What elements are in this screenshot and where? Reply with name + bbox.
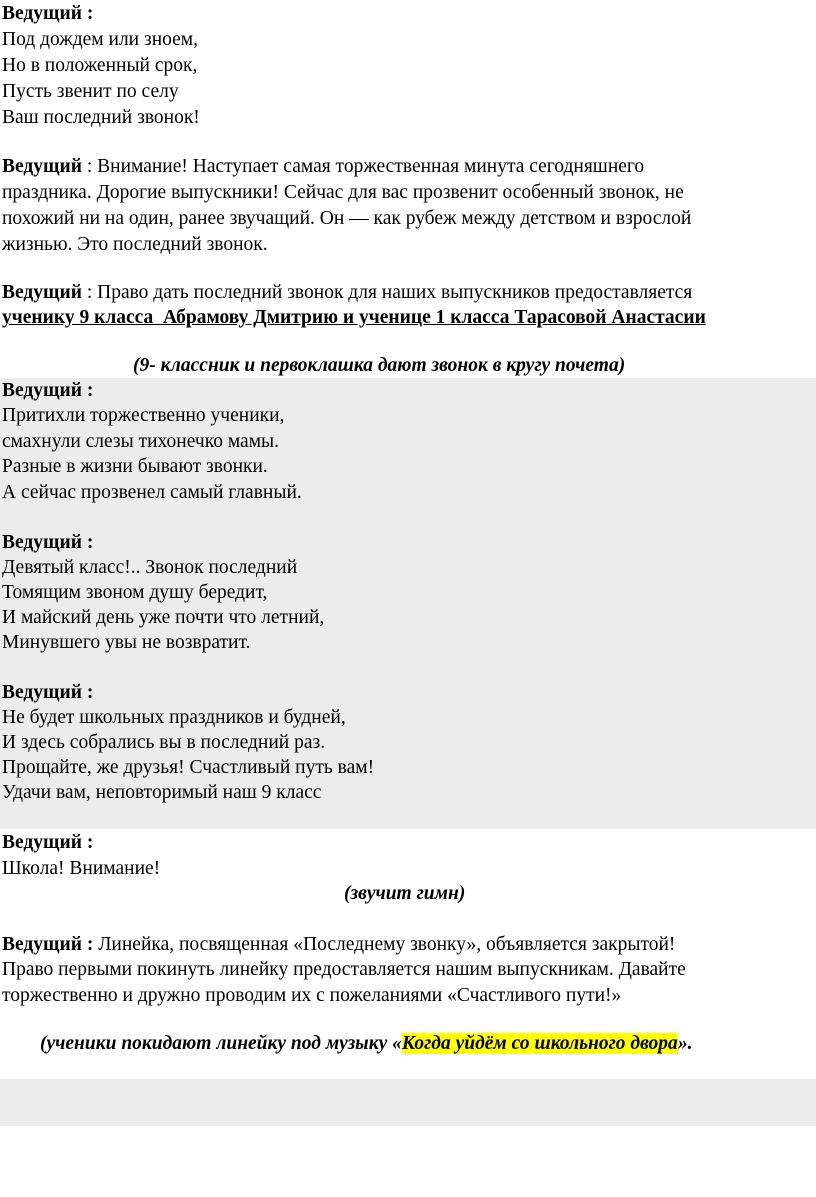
stage-direction-final	[40, 1031, 692, 1057]
paragraph-line: жизнью. Это последний звонок.	[2, 234, 268, 255]
verse-line: смахнули слезы тихонечко мамы.	[2, 431, 280, 452]
song-title-highlight: Когда уйдём со школьного двора	[401, 1033, 678, 1054]
stage-direction-suffix: ».	[677, 1033, 693, 1054]
stage-direction: (9- классник и первоклашка дают звонок в кругу почета)	[133, 355, 626, 376]
verse-line: Минувшего увы не возвратит.	[2, 632, 251, 653]
paragraph-line	[2, 280, 692, 306]
speaker-label: Ведущий :	[2, 682, 94, 703]
verse-line: Пусть звенит по селу	[2, 81, 179, 102]
verse-line: Прощайте, же друзья! Счастливый путь вам!	[2, 757, 375, 778]
verse-line: Томящим звоном душу бередит,	[2, 582, 268, 603]
verse-line: Девятый класс!.. Звонок последний	[2, 557, 298, 578]
underlined-names: ученику 9 класса Абрамову Дмитрию и ученице 1 класса Тарасовой Анастасии	[2, 307, 706, 328]
verse-line: Школа! Внимание!	[2, 858, 161, 879]
paragraph-line: торжественно и дружно проводим их с пожеланиями «Счастливого пути!»	[2, 985, 622, 1006]
speaker-label: Ведущий :	[2, 832, 94, 853]
verse-line: Удачи вам, неповторимый наш 9 класс	[2, 782, 322, 803]
verse-line: Под дождем или зноем,	[2, 29, 198, 50]
verse-line: А сейчас прозвенел самый главный.	[2, 482, 302, 503]
speaker-label: Ведущий :	[2, 3, 94, 24]
paragraph-line: Право первыми покинуть линейку предоставляется нашим выпускникам. Давайте	[2, 959, 686, 980]
verse-line: Но в положенный срок,	[2, 55, 198, 76]
verse-line: Разные в жизни бывают звонки.	[2, 456, 268, 477]
verse-line: Не будет школьных праздников и будней,	[2, 707, 346, 728]
verse-line: Ваш последний звонок!	[2, 107, 200, 128]
shaded-footer-band	[0, 1079, 816, 1126]
verse-line: И здесь собрались вы в последний раз.	[2, 732, 326, 753]
paragraph-text: Право дать последний звонок для наших выпускников предоставляется	[97, 282, 693, 303]
paragraph-line: праздника. Дорогие выпускники! Сейчас для вас прозвенит особенный звонок, не	[2, 182, 684, 203]
speaker-label: Ведущий :	[2, 934, 94, 955]
paragraph-line	[2, 154, 644, 180]
separator: :	[81, 156, 98, 177]
paragraph-text: Линейка, посвященная «Последнему звонку», объявляется закрытой!	[98, 934, 676, 955]
speaker-label: Ведущий :	[2, 532, 94, 553]
speaker-name: Ведущий	[2, 282, 82, 303]
speaker-name: Ведущий	[2, 156, 82, 177]
stage-direction: (звучит гимн)	[344, 883, 466, 904]
speaker-label: Ведущий :	[2, 380, 94, 401]
paragraph-text: Внимание! Наступает самая торжественная минута сегодняшнего	[97, 156, 645, 177]
paragraph-line: похожий ни на один, ранее звучащий. Он — как рубеж между детством и взрослой	[2, 208, 692, 229]
verse-line: И майский день уже почти что летний,	[2, 607, 325, 628]
stage-direction-prefix: (ученики покидают линейку под музыку «	[40, 1033, 402, 1054]
verse-line: Притихли торжественно ученики,	[2, 405, 285, 426]
paragraph-line	[2, 932, 675, 958]
separator: :	[81, 282, 98, 303]
